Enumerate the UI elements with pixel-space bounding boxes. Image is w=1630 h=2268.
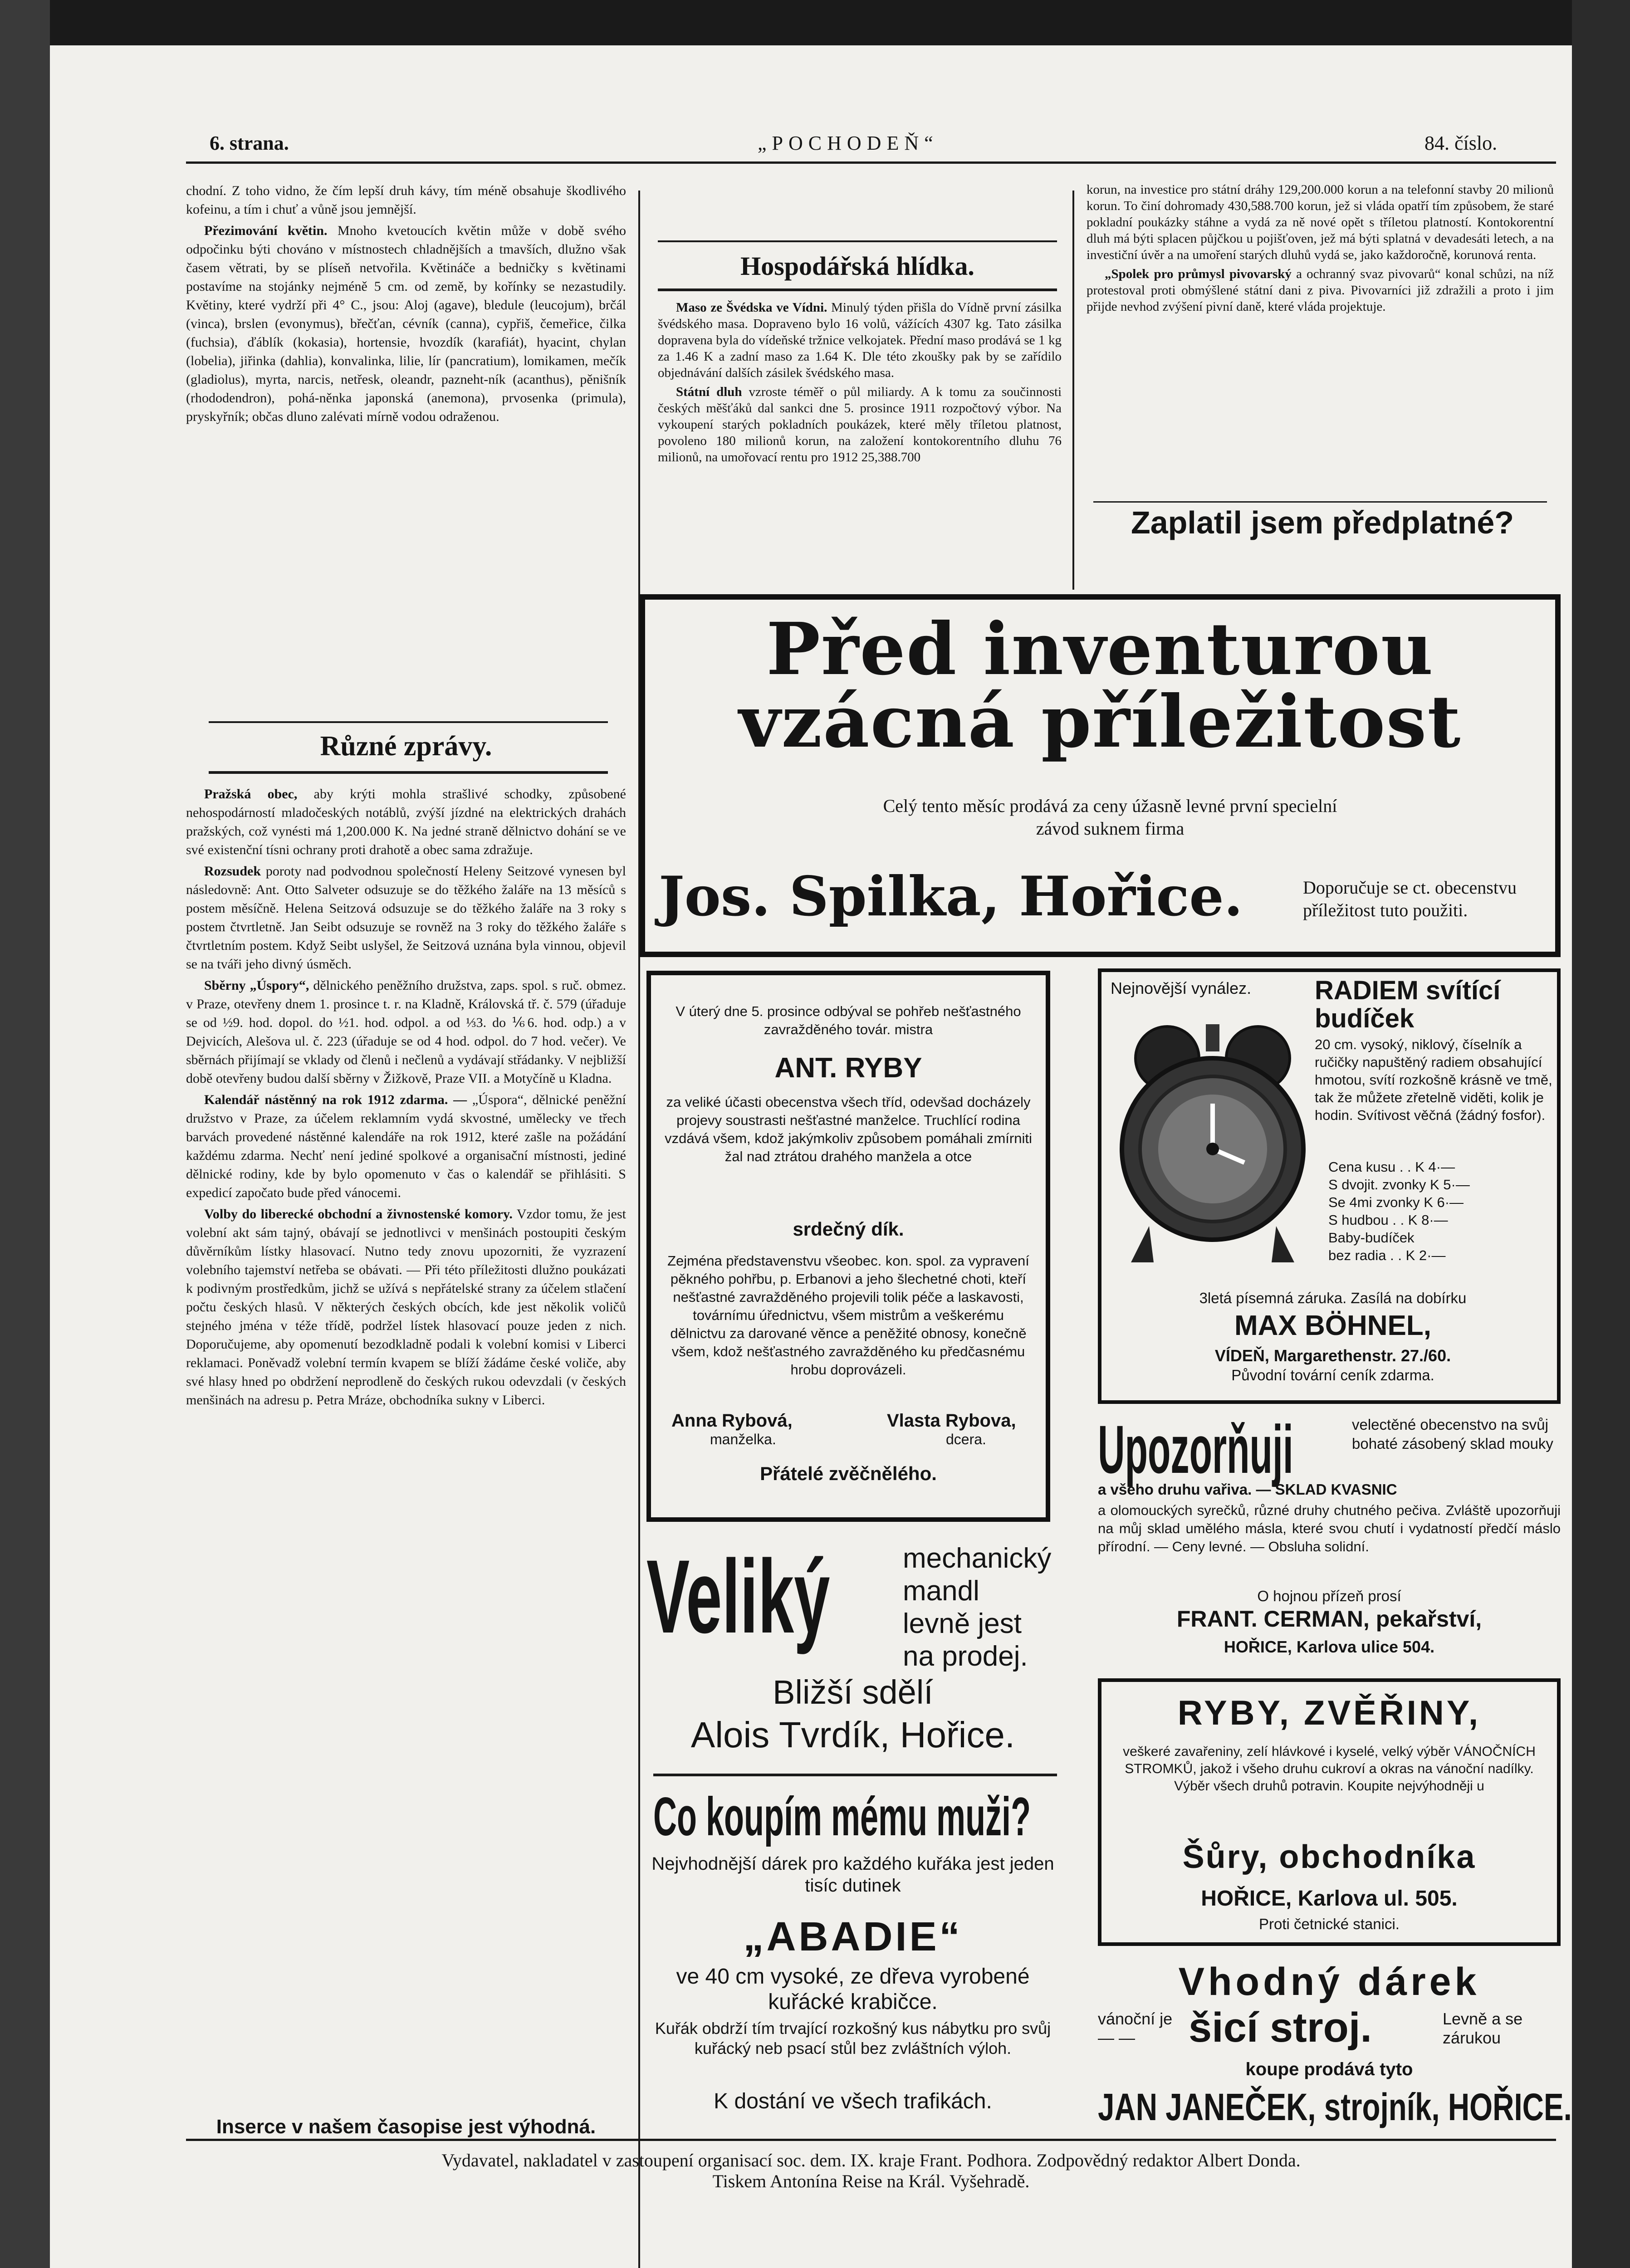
news-calendar: Kalendář nástěnný na rok 1912 zdarma. — „Úspora“, dělnické peněžní družstvo v Praze, za účelem reklamním vydá skvostné, umělecky ve třech barvách provedené nástěnné kalendáře na rok 1912, které zašle na požádání každému zdarma. Nechť není jediné spolkové a organisační místnosti, jediné dělnické rodiny, kde by bylo opomenuto v čas o kalendář se přihlásiti. S expedicí započato bude před vánocemi. (186, 1092, 626, 1200)
ad-janecek-name: JAN JANEČEK, strojník, HOŘICE. (1098, 2086, 1572, 2128)
ad-upozornuji-address: HOŘICE, Karlova ulice 504. (1224, 1637, 1435, 1656)
obit-name: ANT. RYBY (774, 1052, 922, 1084)
imprint-line-2: Tiskem Antonína Reise na Král. Vyšehradě. (712, 2171, 1030, 2191)
bohnel-name: MAX BÖHNEL, (1234, 1310, 1431, 1341)
bohnel-newest: Nejnovější vynález. (1111, 979, 1252, 997)
column-3-top (1087, 181, 1554, 318)
ad-veliky-bottom: Bližší sdělí (773, 1673, 933, 1711)
article-debt-end: korun, na investice pro státní dráhy 129,200.000 korun a na telefonní stavby 20 milionů korun. To činí dohromady 430,588.700 korun, jež si vláda opatří tím způsobem, že staré pokladní poukázky stáhne a vydá za ně nové opět s tříletou platností. Kontokorentní dluh má býti splacen půjčkou u pojišťoven, jež má býti splatná v devadesáti letech, a na investiční úvěr a na umoření starých dluhů vydá se, jako každoročně, korunová renta. (1087, 182, 1554, 262)
ad-veliky-name: Alois Tvrdík, Hořice. (690, 1715, 1015, 1755)
ad-janecek-sell: koupe prodává tyto (1245, 2059, 1413, 2079)
sury-station: Proti četnické stanici. (1259, 1916, 1400, 1932)
article-meat: Maso ze Švédska ve Vídni. Minulý týden přišla do Vídně první zásilka švédského masa. Dopraveno bylo 16 volů, vážících 4307 kg. Tato zásilka dopravena byla do vídeňské tržnice velkojatek. Přední maso prodává se 1 kg za 1.46 K a zadní maso za 1.64 K. Dle této zkoušky pak by se zařídilo objednávání dalších zásilek švédského masa. (658, 300, 1062, 380)
ad-upozornuji-line: a všeho druhu vařiva. — SKLAD KVASNIC (1098, 1481, 1397, 1498)
footer-rule (186, 2139, 1556, 2141)
ad-upozornuji-name: FRANT. CERMAN, pekařství, (1176, 1606, 1482, 1632)
article-state-debt: Státní dluh vzroste téměř o půl miliardy. A k tomu za součinnosti českých měšťáků dal sankci dne 5. prosince 1911 rozpočtový výbor. Na vykoupení starých pokladních poukázek, které měly tříletou platnost, povoleno 180 milionů korun, na založení kontokorentního dluhu 76 milionů, na umořovací rentu pro 1912 25,388.700 (658, 385, 1062, 464)
obit-role-1: manželka. (710, 1431, 776, 1447)
rule-ruzne-bottom (209, 771, 608, 774)
newspaper-page (50, 45, 1572, 2268)
news-verdict: Rozsudek poroty nad podvodnou společností Heleny Seitzové vynesen byl následovně: Ant. Otto Salveter odsuzuje se do těžkého žaláře na 13 měsíců s postem měsíčně. Helena Seitzová odsuzuje se do těžkého žaláře na 3 roky s postem čtvrtletně. Jan Seibt odsuzuje se rovněž na 3 roky do těžkého žaláře s čtvrtletním postem. Když Seibt uslyšel, že Seitzová uznána byla vinnou, objevil se na tváři jeho divný úsměch. (186, 864, 627, 972)
section-ruzne-zpravy: Různé zprávy. (320, 731, 492, 762)
ad-spilka (640, 594, 1561, 957)
column-1-top (186, 181, 626, 429)
header-rule (186, 161, 1556, 164)
column-1-news (186, 785, 626, 1412)
ad-abadie-text: Kuřák obdrží tím trvající rozkošný kus nábytku pro svůj kuřácký neb psací stůl bez zvláštních výloh. (655, 2019, 1051, 2058)
column-2-top (658, 299, 1062, 468)
masthead-title: „POCHODEŇ“ (758, 132, 939, 154)
ad-janecek-left: vánoční je — — (1098, 2009, 1173, 2047)
ad-abadie-intro: Nejvhodnější dárek pro každého kuřáka jest jeden tisíc dutinek (651, 1854, 1054, 1896)
column-divider-1 (638, 191, 640, 2268)
section-hospodarska-hlidka: Hospodářská hlídka. (740, 251, 974, 281)
ad-janecek-right: Levně a se zárukou (1443, 2009, 1523, 2047)
sury-address: HOŘICE, Karlova ul. 505. (1201, 1887, 1458, 1911)
alarm-clock-icon (1113, 1013, 1312, 1267)
sury-title: RYBY, ZVĚŘINY, (1177, 1694, 1481, 1732)
binding-edge-right (1572, 0, 1630, 2268)
obit-friends: Přátelé zvěčnělého. (760, 1463, 937, 1484)
ad-abadie-footer: K dostání ve všech trafikách. (714, 2089, 992, 2113)
spilka-headline: Před inventurou vzácná příležitost (739, 607, 1462, 764)
ad-janecek-headline: Vhodný dárek (1178, 1960, 1480, 2004)
imprint-line-1: Vydavatel, nakladatel v zastoupení organisací soc. dem. IX. kraje Frant. Podhora. Zodpovědný redaktor Albert Donda. (441, 2150, 1301, 2170)
ad-abadie-brand: „ABADIE“ (743, 1914, 963, 1960)
news-prague: Pražská obec, aby krýti mohla strašlivé schodky, způsobené nehospodárností mladočeských notáblů, zvýší jízdné na elektrických drahách pražských, což vynésti má 1,200.000 K. Na jedné straně dělnictvo dohání se ve své existenční tísni ochrany proti drahotě a obec sama zdražuje. (186, 787, 626, 857)
spilka-name: Jos. Spilka, Hořice. (659, 865, 1243, 929)
ad-upozornuji-side: velectěné obecenstvo na svůj bohaté zásobený sklad mouky (1352, 1416, 1553, 1452)
rule-abadie-top (653, 1774, 1057, 1776)
column-divider-2 (1072, 191, 1074, 590)
issue-number: 84. číslo. (1424, 132, 1498, 154)
bohnel-prices: Cena kusu . . K 4·— S dvojit. zvonky K 5·— Se 4mi zvonky K 6·— S hudbou . . K 8·— Baby-budíček bez radia . . K 2·— (1328, 1159, 1470, 1263)
ad-janecek-machine: šicí stroj. (1189, 2004, 1372, 2051)
obit-heartfelt: srdečný dík. (793, 1218, 904, 1240)
ad-obituary-ryby (646, 971, 1050, 1522)
ad-upozornuji-headline: Upozorňuji (1098, 1411, 1293, 1487)
notice-zaplatil: Zaplatil jsem předplatné? (1131, 505, 1514, 540)
obit-signer-1: Anna Rybová, (671, 1411, 793, 1431)
imprint (186, 2150, 1556, 2192)
obit-text: Zejména představenstvu všeobec. kon. spol. za vypravení pěkného pohřbu, p. Erbanovi a jeho šlechetné choti, kteří nešťastné zavražděného projevili tolik péče a laskavosti, továrnímu úřednictvu, všem mistrům a veškerému dělnictvu za darované věnce a peněžité obnosy, konečně všem, kdož nešťastného zavražděného ku předčasnému hrobu doprovázeli. (667, 1253, 1029, 1378)
rule-hospodarska-bottom (658, 288, 1057, 291)
sury-name: Šůry, obchodníka (1182, 1839, 1476, 1875)
spilka-text: Celý tento měsíc prodává za ceny úžasně levné první specielní závod suknem firma (883, 796, 1337, 839)
bohnel-title: RADIEM svítící budíček (1315, 976, 1501, 1033)
article-coffee-end: chodní. Z toho vidno, že čím lepší druh kávy, tím méně obsahuje škodlivého kofeinu, a tím i chuť a vůně jsou jemnější. (186, 183, 626, 217)
page-number: 6. strana. (210, 132, 289, 154)
bohnel-guarantee: 3letá písemná záruka. Zasílá na dobírku (1199, 1290, 1467, 1306)
notice-inserce: Inserce v našem časopise jest výhodná. (216, 2116, 596, 2138)
binding-edge-left (0, 0, 50, 2268)
ad-abadie-desc: ve 40 cm vysoké, ze dřeva vyrobené kuřácké krabičce. (676, 1965, 1030, 2014)
bohnel-catalog: Původní tovární ceník zdarma. (1231, 1367, 1434, 1383)
ad-bohnel-clock (1098, 968, 1561, 1404)
obit-intro: V úterý dne 5. prosince odbýval se pohřeb nešťastného zavražděného továr. mistra (675, 1003, 1021, 1037)
rule-hospodarska-top (658, 240, 1057, 242)
spilka-side: Doporučuje se ct. obecenstvu příležitost tuto použiti. (1303, 877, 1517, 920)
obit-thanks: za veliké účasti obecenstva všech tříd, odevšad docházely projevy soustrasti nešťastné manželce. Truchlící rodina vzdává všem, kdož jakýmkoliv způsobem pomáhali zmírniti žal nad ztrátou drahého manžela a otce (665, 1094, 1032, 1164)
obit-role-2: dcera. (946, 1431, 986, 1447)
rule-ruzne-top (209, 721, 608, 723)
bohnel-address: VÍDEŇ, Margarethenstr. 27./60. (1214, 1346, 1451, 1365)
news-sberny: Sběrny „Úspory“, dělnického peněžního družstva, zaps. spol. s ruč. obmez. v Praze, otevřeny dnem 1. prosince t. r. na Kladně, Královská tř. č. 579 (úřaduje se od ½9. hod. dopol. do ½1. hod. odpol. a od ⅓3. do ⅙6. hod. odp.) a v Dejvicích, Alešova ul. č. 223 (úřaduje se od 4 hod. odpol. do 7 hod. večer). Ve sběrnách přijímají se vklady od členů i nečlenů a vydávají střádanky. V nejbližší době otevřeny budou další sběrny v Žižkově, Praze VII. a Motyčíně u Kladna. (186, 978, 627, 1086)
ad-upozornuji-text: a olomouckých syrečků, různé druhy chutného pečiva. Zvláště upozorňuji na můj sklad umělého másla, které svou chutí i vydatností předčí máslo přírodní. — Ceny levné. — Obsluha solidní. (1098, 1502, 1561, 1554)
article-flowers: Přezimování květin. Mnoho kvetoucích květin může v době svého odpočinku býti chováno v místnostech chladnějších a tmavších, dlužno však časem větrati, by se plíseň netvořila. Květináče a bedničky s květinami postavíme na stojánky nejméně 5 cm. od země, by kořínky se nezastudily. Květiny, které vydrží při 4° C., jsou: Aloj (agave), bledule (leucojum), brčál (vinca), brslen (evonymus), břečťan, cévník (canna), cypřiš, čemeřice, čilka (fuchsia), ďáblík (kokasia), hortensie, hvozdík (karafiát), hyacint, chylan (lobelia), jiřinka (dahlia), konvalinka, lilie, lír (pancratium), lomikamen, mečík (gladiolus), myrta, narcis, netřesk, oleandr, pazneht-ník (acanthus), pěnišník (rhododendron), pohá-něnka japonská (anemona), prvosenka (primula), pryskyřník; občas dluno zalévati mírně vodou odraženou. (186, 223, 626, 424)
obit-signer-2: Vlasta Rybova, (887, 1411, 1016, 1431)
ad-abadie-headline: Co koupím mému muži? (653, 1786, 1031, 1847)
bohnel-desc: 20 cm. vysoký, niklový, číselník a ručičky napuštěný radiem obsahující hmotou, svítí rozkošně krásně ve tmě, tak že můžete zřetelně viděti, kolik je hodin. Svítivost věčná (žádný fosfor). (1315, 1036, 1552, 1123)
article-brewers: „Spolek pro průmysl pivovarský a ochranný svaz pivovarů“ konal schůzi, na níž protestoval proti obmýšlené státní dani z piva. Pivovarníci již zdražili a proto i jim přijde nevhod zvýšení pivní daně, které vláda projektuje. (1087, 267, 1554, 314)
ad-sury (1098, 1678, 1561, 1946)
sury-text: veškeré zavařeniny, zelí hlávkové i kyselé, velký výběr VÁNOČNÍCH STROMKŮ, jakož i všeho druhu cukroví a okras na vánoční nadílky. Výběr všech druhů potravin. Koupite nejvýhodněji u (1123, 1744, 1536, 1794)
news-elections: Volby do liberecké obchodní a živnostenské komory. Vzdor tomu, že jest volební akt sám tajný, obávají se jednotlivci v menšinách postoupiti českým důvěrníkům lístky hlasovací. Nutno tedy znovu upozorniti, že vyzrazení volebního tajemství netřeba se obávati. — Při této příležitosti dlužno poukázati k podivným prostředkům, jichž se užívá s nepřátelské strany za účelem stlačení počtu českých hlasů. V některých českých obcích, kde jest několik voličů stejného jména v téže třídě, podržel lístek hlasovací pouze jeden z nich. Doporučujeme, aby opomenutí bezodkladně podali k volební komisi v Liberci reklamaci. Poněvadž volební termín kvapem se blíží žádáme české voliče, aby své hlasy hned po obdržení neprodleně do českých rukou odevzdali (v českých menšinách na adresu p. Petra Mráze, obchodníka sukny v Liberci. (186, 1207, 626, 1408)
ad-veliky-side: mechanický mandl levně jest na prodej. (903, 1543, 1052, 1672)
rule-zaplatil-top (1093, 501, 1547, 503)
ad-veliky-headline: Veliký (646, 1538, 830, 1655)
ad-upozornuji-request: O hojnou přízeň prosí (1257, 1588, 1401, 1604)
